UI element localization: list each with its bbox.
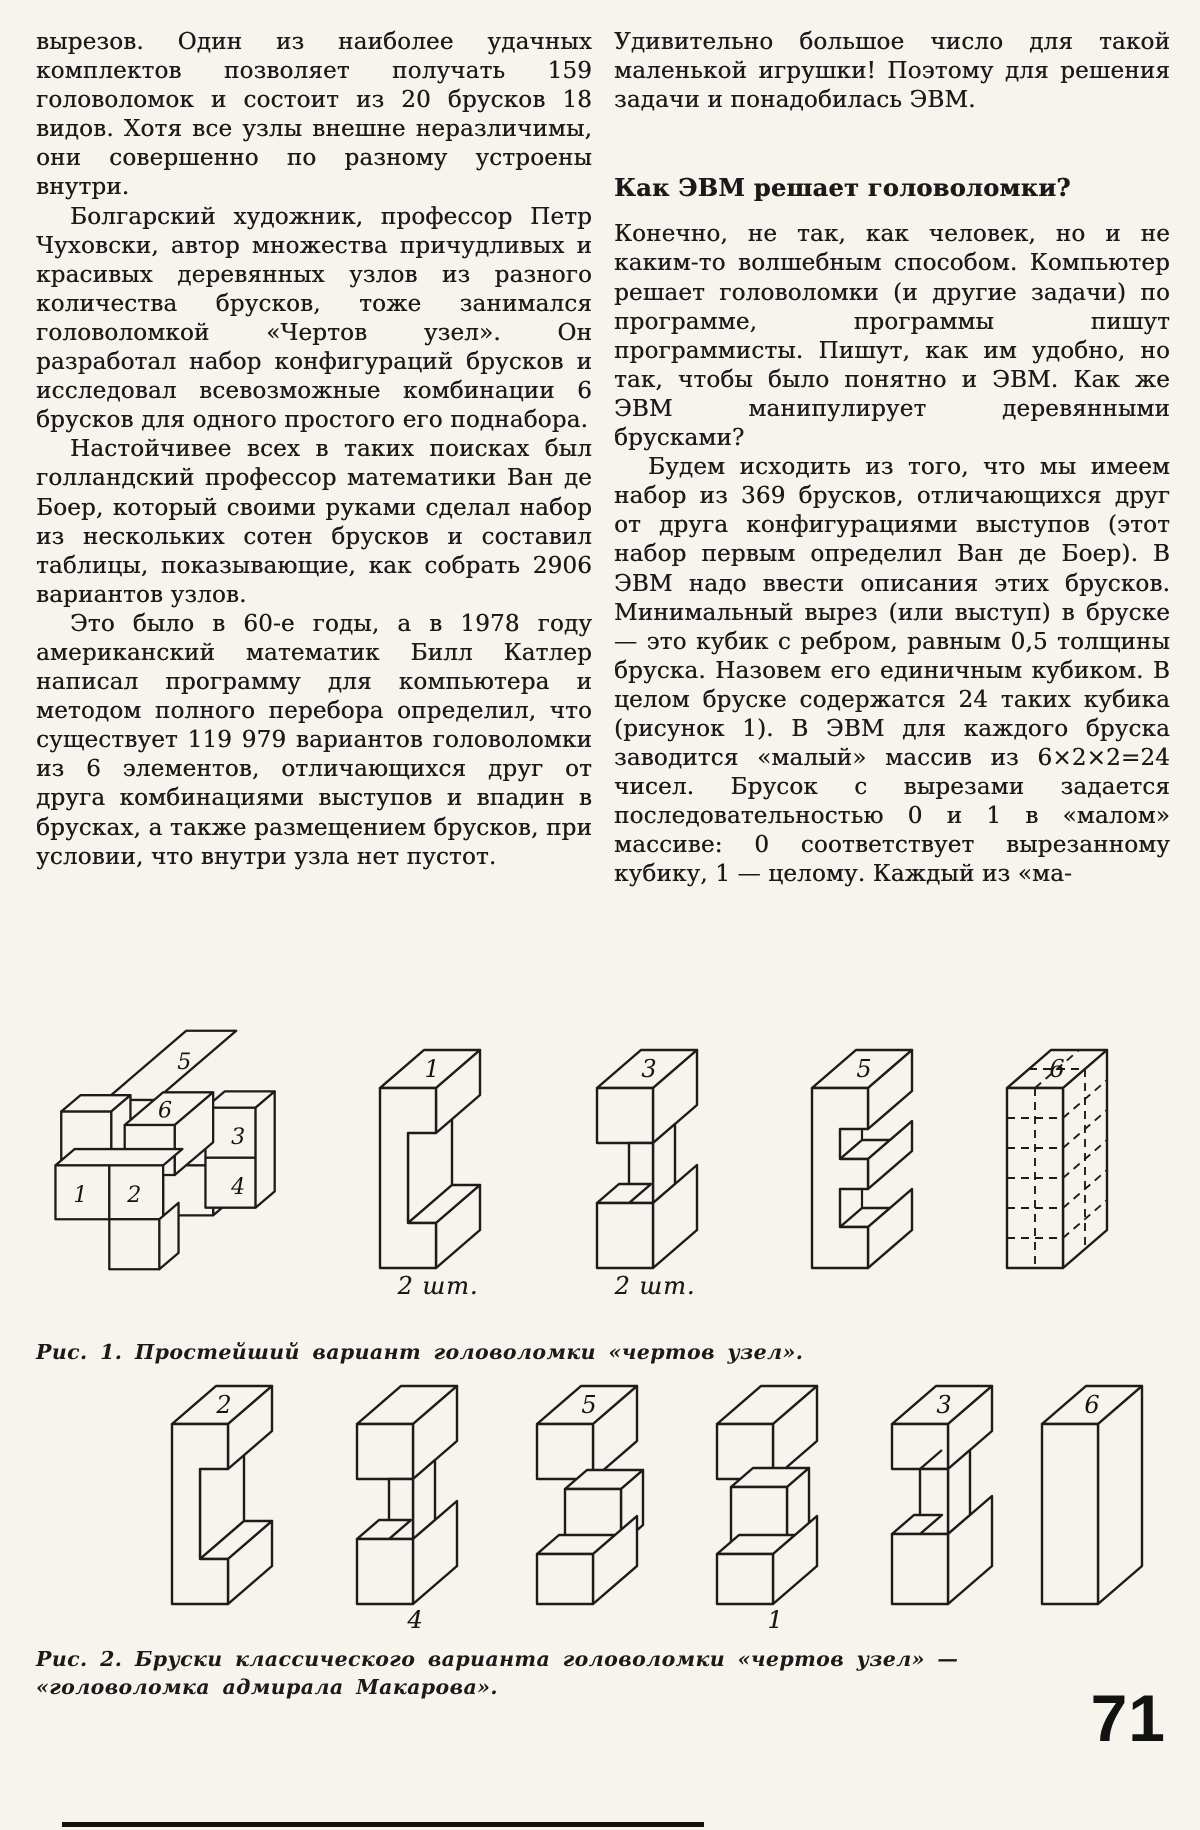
piece-count: 2 шт. <box>614 1272 696 1300</box>
figure1-assembled-knot-drawing <box>42 1012 292 1288</box>
knot-label-2: 2 <box>127 1181 142 1208</box>
figure1-piece-1-drawing <box>368 1030 518 1290</box>
piece-label: 1 <box>767 1606 783 1634</box>
knot-label-1: 1 <box>73 1181 88 1208</box>
piece-label: 5 <box>581 1391 597 1419</box>
piece-label: 4 <box>407 1606 423 1634</box>
paragraph: Конечно, не так, как человек, но и не каким-то волшебным способом. Компьютер решает головоломки (и другие задачи) по программе, программы пишут программисты. Пишут, как им удобно, но так, чтобы было понятно и ЭВМ. Как же ЭВМ манипулирует деревянными брусками? <box>614 221 1170 452</box>
figure1-piece-6-drawing <box>995 1030 1145 1290</box>
piece-label: 5 <box>856 1055 872 1083</box>
piece-label: 6 <box>1049 1055 1065 1083</box>
paragraph: Это было в 60-е годы, а в 1978 году американский математик Билл Катлер написал программу для компьютера и методом полного перебора определил, что существует 119 979 вариантов головоломки из 6 элементов, отличающихся друг от друга комбинациями выступов и впадин в брусках, а также размещением брусков, при условии, что внутри узла нет пустот. <box>36 610 592 870</box>
figure1-caption: Рис. 1. Простейший вариант головоломки «чертов узел». <box>36 1340 804 1364</box>
piece-label: 3 <box>641 1055 657 1083</box>
knot-label-6: 6 <box>158 1097 173 1124</box>
piece-label: 1 <box>424 1055 440 1083</box>
figure2-piece-1-drawing <box>705 1366 855 1626</box>
figure2-caption: Рис. 2. Бруски классического варианта головоломки «чертов узел» — «головоломка адмирала Макарова». <box>36 1647 959 1699</box>
figure1-piece-3-drawing <box>585 1030 735 1290</box>
figure2-piece-5-drawing <box>525 1366 675 1626</box>
right-column <box>614 28 1170 890</box>
figure1-piece-5-drawing <box>800 1030 950 1290</box>
page-number: 71 <box>1090 1681 1166 1755</box>
scan-artifact-line <box>62 1822 704 1827</box>
paragraph: Настойчивее всех в таких поисках был голландский профессор математики Ван де Боер, который своими руками сделал набор из нескольких сотен брусков и составил таблицы, показывающие, как собрать 2906 вариантов узлов. <box>36 436 592 608</box>
knot-label-5: 5 <box>177 1049 192 1076</box>
knot-label-3: 3 <box>231 1124 246 1151</box>
figure2-piece-2-drawing <box>160 1366 310 1626</box>
piece-label: 3 <box>936 1391 952 1419</box>
knot-label-4: 4 <box>231 1174 246 1201</box>
paragraph: вырезов. Один из наиболее удачных комплектов позволяет получать 159 головоломок и состоит из 20 брусков 18 видов. Хотя все узлы внешне неразличимы, они совершенно по разному устроены внутри. <box>36 29 592 201</box>
figure2-piece-4-drawing <box>345 1366 495 1626</box>
piece-count: 2 шт. <box>397 1272 479 1300</box>
section-heading: Как ЭВМ решает головоломки? <box>614 173 1071 203</box>
left-column <box>36 28 592 872</box>
paragraph: Болгарский художник, профессор Петр Чуховски, автор множества причудливых и красивых деревянных узлов из разного количества брусков, тоже занимался головоломкой «Чертов узел». Он разработал набор конфигураций брусков и исследовал всевозможные комбинации 6 брусков для одного простого его поднабора. <box>36 203 592 434</box>
figure2-piece-3-drawing <box>880 1366 1030 1626</box>
piece-label: 2 <box>216 1391 232 1419</box>
paragraph: Удивительно большое число для такой маленькой игрушки! Поэтому для решения задачи и понадобилась ЭВМ. <box>614 29 1170 114</box>
paragraph: Будем исходить из того, что мы имеем набор из 369 брусков, отличающихся друг от друга конфигурациями выступов (этот набор первым определил Ван де Боер). В ЭВМ надо ввести описания этих брусков. Минимальный вырез (или выступ) в бруске — это кубик с ребром, равным 0,5 толщины бруска. Назовем его единичным кубиком. В целом бруске содержатся 24 таких кубика (рисунок 1). В ЭВМ для каждого бруска заводится «малый» массив из 6×2×2=24 чисел. Брусок с вырезами задается последовательностью 0 и 1 в «малом» массиве: 0 соответствует вырезанному кубику, 1 — целому. Каждый из «ма- <box>614 454 1170 888</box>
piece-label: 6 <box>1084 1391 1100 1419</box>
figure2-piece-6-drawing <box>1030 1366 1180 1626</box>
